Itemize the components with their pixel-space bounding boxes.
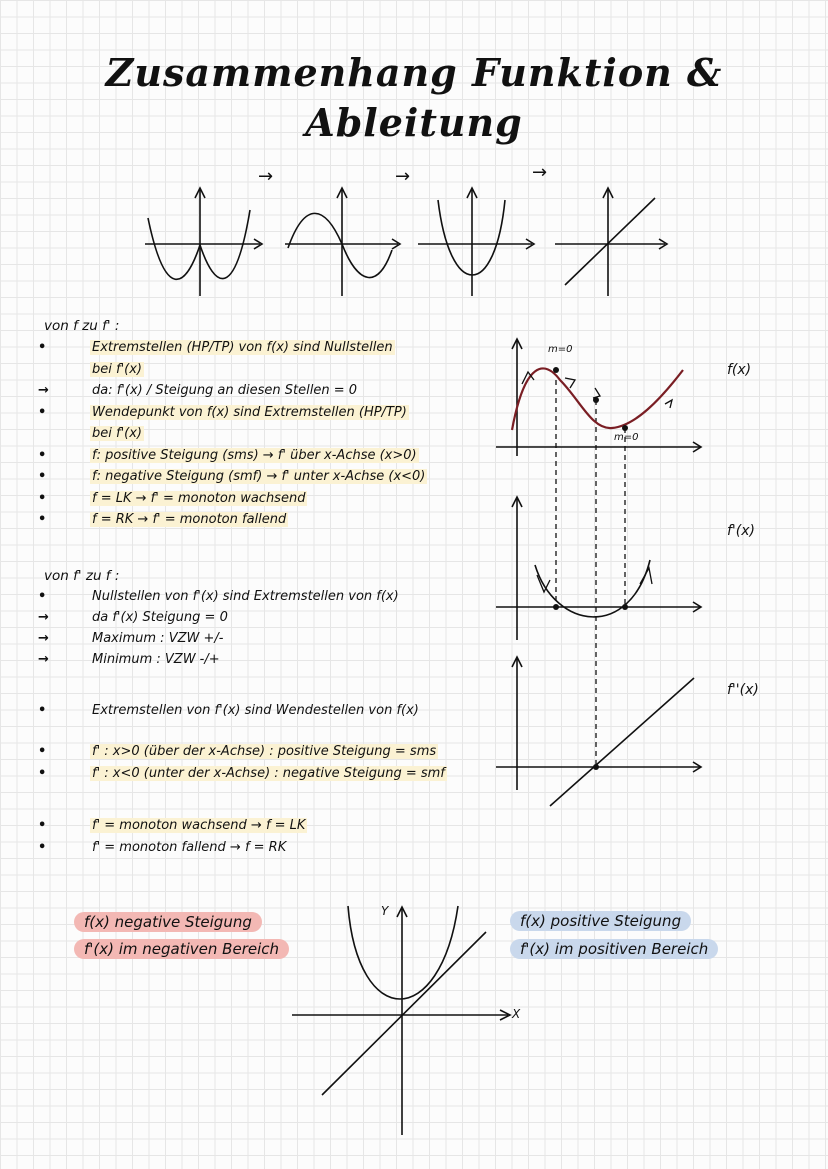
bottom-line [322,932,486,1095]
list-item-text: bei f'(x) [92,426,142,441]
list-bullet: • [38,512,47,527]
list-item-text: Extremstellen von f'(x) sind Wendestellen von f(x) [92,703,419,718]
f2x-zero [593,764,599,770]
list-item-text: da f'(x) Steigung = 0 [92,610,228,625]
list-item-text: f' = monoton fallend → f = RK [92,840,287,855]
list-item-text: Nullstellen von f'(x) sind Extremstellen von f(x) [92,589,399,604]
section2-heading: von f' zu f : [44,568,120,584]
list-bullet: • [38,744,47,759]
list-item-text: Wendepunkt von f(x) sind Extremstellen (HP/TP) [92,404,407,420]
list-item-text: Maximum : VZW +/- [92,631,224,646]
list-bullet: • [38,447,47,463]
list-bullet: • [38,589,47,604]
top-arrow-1: → [258,166,274,187]
list-item-text: Minimum : VZW -/+ [92,652,220,667]
bottom-axis-y-label: Y [381,904,389,918]
f1x-arrow-up [640,568,652,584]
graph-f2x [496,657,701,790]
list-item-text: f = RK → f' = monoton fallend [92,512,287,527]
list-item-text: f' : x<0 (unter der x-Achse) : negative Steigung = smf [92,766,445,781]
list-bullet: • [38,766,47,781]
list-item-text: f' : x>0 (über der x-Achse) : positive Steigung = sms [92,744,437,759]
note-positive-steigung: f(x) positive Steigung [510,911,691,931]
list-bullet: → [38,383,49,398]
list-bullet: • [38,840,47,855]
list-item-text: da: f'(x) / Steigung an diesen Stellen = 0 [92,383,358,398]
label-f1x: f'(x) [727,523,755,539]
f1x-zero-1 [553,604,559,610]
list-bullet: → [38,652,49,667]
label-f2x: f''(x) [727,682,759,698]
page-title-line2: Ableitung [305,100,523,145]
note-negative-steigung: f(x) negative Steigung [74,912,262,932]
list-item-text: f: positive Steigung (sms) → f' über x-Achse (x>0) [92,447,417,463]
list-item-text: f: negative Steigung (smf) → f' unter x-Achse (x<0) [92,469,426,484]
note-positiver-bereich: f'(x) im positiven Bereich [510,939,718,959]
fx-min-point [622,425,628,431]
label-m0-bottom: m=0 [614,432,639,443]
section1-heading: von f zu f' : [44,318,120,334]
fx-inflection-point [593,397,599,403]
fx-arrow-3 [593,388,600,398]
label-m0-top: m=0 [548,344,573,355]
graph-f1x [496,497,701,640]
bottom-axis-x-label: X [512,1007,521,1021]
top-arrow-3: → [532,162,548,183]
list-bullet: → [38,610,49,625]
graph-fx [496,339,701,456]
page-title-line1: Zusammenhang Funktion & [105,50,723,95]
bottom-parabola [348,906,458,999]
list-item-text: bei f'(x) [92,361,142,377]
f2x-line [550,678,694,806]
list-item-text: f' = monoton wachsend → f = LK [92,818,306,833]
list-bullet: • [38,490,47,506]
list-item-text: f = LK → f' = monoton wachsend [92,490,306,506]
fx-max-point [553,367,559,373]
list-bullet: • [38,703,47,718]
list-bullet: • [38,469,47,484]
top-arrow-2: → [395,166,411,187]
label-fx: f(x) [727,362,752,378]
f1x-parabola [535,560,650,617]
list-bullet: • [38,818,47,833]
list-bullet: • [38,340,47,355]
list-bullet: • [38,404,47,420]
fx-arrow-4 [665,400,672,408]
list-bullet: → [38,631,49,646]
note-negativer-bereich: f'(x) im negativen Bereich [74,939,289,959]
f1x-zero-2 [622,604,628,610]
list-item-text: Extremstellen (HP/TP) von f(x) sind Nullstellen [92,340,393,355]
